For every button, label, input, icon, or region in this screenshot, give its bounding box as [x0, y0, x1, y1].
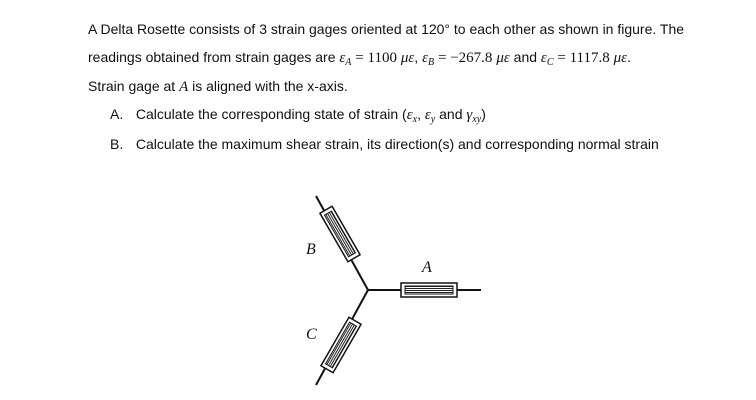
line3-gage: A: [179, 79, 189, 95]
question-b-marker: B.: [110, 136, 124, 152]
strain-gage-c: [321, 317, 361, 372]
problem-line-1: A Delta Rosette consists of 3 strain gages oriented at 120° to each other as shown in figure. The: [88, 21, 685, 37]
question-b-text: Calculate the maximum shear strain, its direction(s) and corresponding normal strain: [135, 136, 659, 152]
question-a-and: and: [439, 106, 463, 122]
eps-x-symbol: $\varepsilon_x$: [406, 107, 418, 125]
question-a-text: Calculate the corresponding state of strain (: [135, 106, 407, 122]
eps-c-unit: με: [613, 50, 628, 66]
problem-line-2: readings obtained from strain gages are $\varepsilon_A = 1100$ με, $\varepsilon_B = -267.8$ με and $\varepsilon_C = 1117.8$ με.: [88, 49, 631, 68]
readings-intro: readings obtained from strain gages are: [88, 49, 336, 65]
eps-y-symbol: $\varepsilon_y$: [424, 107, 436, 125]
line3-suffix: is aligned with the x-axis.: [192, 78, 348, 94]
line3-prefix: Strain gage at: [88, 78, 176, 94]
question-a: A. Calculate the corresponding state of strain ($\varepsilon_x$, $\varepsilon_y$ and $\gamma_{xy}$): [110, 106, 486, 125]
and-word: and: [513, 49, 538, 65]
question-a-close: ): [481, 106, 486, 122]
label-c: C: [306, 326, 317, 343]
eps-c-value: = 1117.8: [557, 50, 610, 66]
question-a-marker: A.: [110, 106, 124, 122]
eps-a-symbol: $\varepsilon_A$: [339, 50, 352, 68]
eps-a-value: = 1100: [355, 50, 397, 66]
gamma-xy-symbol: $\gamma_{xy}$: [466, 107, 482, 125]
eps-c-symbol: $\varepsilon_C$: [540, 50, 554, 68]
strain-gage-a: [401, 283, 457, 297]
eps-b-symbol: $\varepsilon_B$: [422, 50, 435, 68]
eps-b-unit: με: [496, 50, 510, 66]
label-a: A: [422, 259, 432, 276]
eps-b-value: = −267.8: [438, 50, 493, 66]
strain-gage-b: [320, 206, 360, 261]
label-b: B: [306, 241, 316, 258]
eps-a-unit: με: [400, 50, 415, 66]
